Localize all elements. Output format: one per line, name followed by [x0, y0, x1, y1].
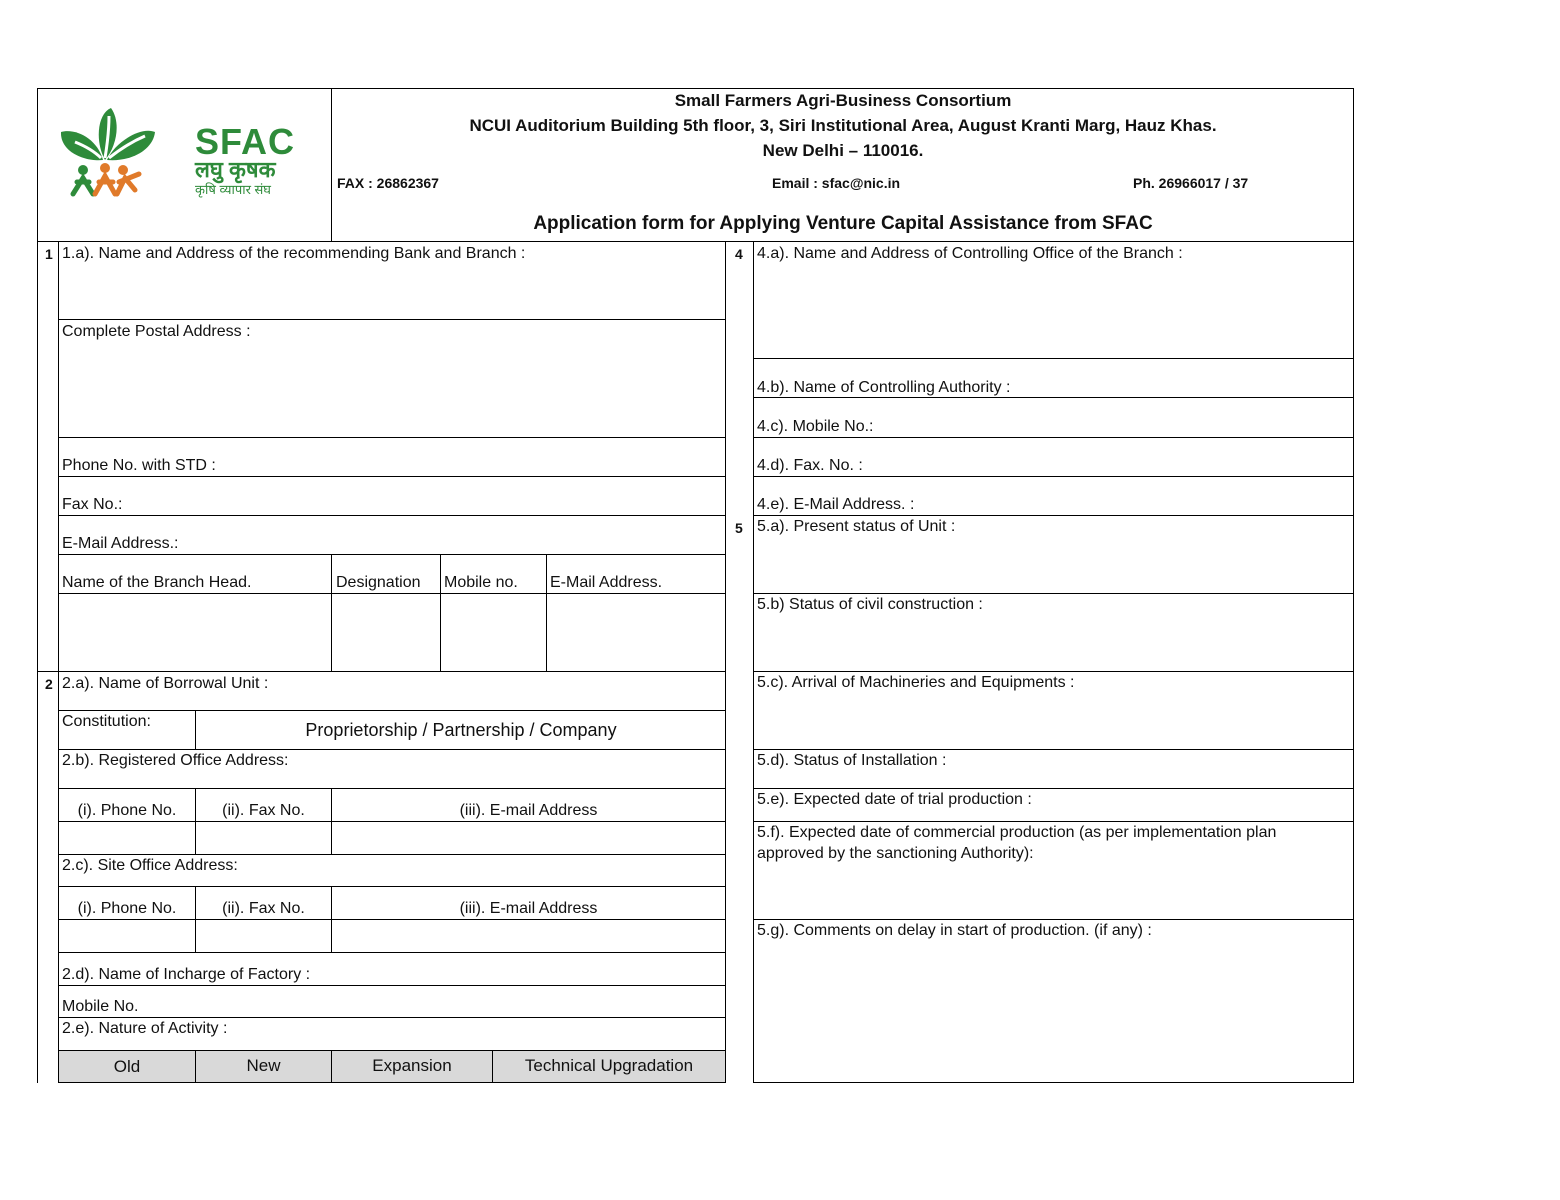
activity-option-old[interactable]: Old [113, 1057, 141, 1076]
postal-address-label: Complete Postal Address : [62, 323, 251, 340]
factory-incharge-label: 2.d). Name of Incharge of Factory : [62, 966, 311, 983]
col-divider [546, 554, 547, 671]
production-delay-field[interactable] [754, 942, 1352, 1081]
site-email-field[interactable] [333, 921, 724, 951]
production-delay-label: 5.g). Comments on delay in start of production. (if any) : [757, 922, 1152, 939]
bank-email-label: E-Mail Address.: [62, 535, 179, 552]
section-2-number: 2 [45, 676, 53, 692]
org-city: New Delhi – 110016. [762, 141, 924, 160]
logo-hindi-line-1: लघु कृषक [195, 157, 276, 182]
present-status-field[interactable] [754, 538, 1352, 593]
reg-email-header: (iii). E-mail Address [459, 802, 598, 819]
site-phone-header: (i). Phone No. [77, 900, 177, 917]
branch-head-mobile-header: Mobile no. [444, 574, 518, 591]
row-divider [58, 854, 726, 855]
controlling-mobile-label: 4.c). Mobile No.: [757, 418, 874, 435]
form-title: Application form for Applying Venture Capital Assistance from SFAC [533, 213, 1153, 234]
row-divider [58, 952, 726, 953]
row-divider [58, 437, 726, 438]
logo-divider [331, 88, 332, 242]
present-status-label: 5.a). Present status of Unit : [757, 518, 956, 535]
row-divider [753, 671, 1354, 672]
col-divider [331, 554, 332, 671]
row-divider [753, 821, 1354, 822]
machinery-arrival-label: 5.c). Arrival of Machineries and Equipments : [757, 674, 1075, 691]
org-address: NCUI Auditorium Building 5th floor, 3, Siri Institutional Area, August Kranti Marg, Hauz Khas. [469, 116, 1217, 135]
trial-production-label: 5.e). Expected date of trial production : [757, 791, 1032, 808]
row-divider [58, 886, 726, 887]
row-divider [58, 985, 726, 986]
row-divider [58, 821, 726, 822]
reg-email-field[interactable] [333, 823, 724, 853]
reg-phone-header: (i). Phone No. [77, 802, 177, 819]
row-divider [753, 476, 1354, 477]
row-divider [753, 593, 1354, 594]
row-divider [58, 919, 726, 920]
reg-fax-header: (ii). Fax No. [222, 802, 305, 819]
right-column-right-border [1353, 241, 1354, 1083]
header-top-border [37, 88, 1354, 89]
constitution-label: Constitution: [62, 713, 151, 730]
row-divider [753, 437, 1354, 438]
controlling-email-label: 4.e). E-Mail Address. : [757, 496, 915, 513]
section-5-number: 5 [735, 520, 743, 536]
installation-status-label: 5.d). Status of Installation : [757, 752, 947, 769]
reg-phone-field[interactable] [59, 823, 194, 853]
row-divider [58, 593, 726, 594]
commercial-production-label-cont: approved by the sanctioning Authority): [757, 845, 1034, 862]
row-divider [58, 1017, 726, 1018]
bank-name-label: 1.a). Name and Address of the recommending Bank and Branch : [62, 245, 526, 262]
machinery-arrival-field[interactable] [754, 694, 1352, 749]
site-email-header: (iii). E-mail Address [459, 900, 598, 917]
branch-head-email-header: E-Mail Address. [550, 574, 663, 591]
col-divider [440, 554, 441, 671]
row-divider [58, 749, 726, 750]
bank-name-field[interactable] [59, 264, 724, 319]
row-divider [753, 358, 1354, 359]
row-divider [58, 554, 726, 555]
reg-fax-field[interactable] [197, 823, 330, 853]
incharge-mobile-label: Mobile No. [62, 998, 139, 1015]
form-left-border [37, 88, 38, 1083]
phone-std-label: Phone No. with STD : [62, 457, 216, 474]
section-2-top-border [37, 671, 726, 672]
row-divider [753, 515, 1354, 516]
controlling-office-label: 4.a). Name and Address of Controlling Office of the Branch : [757, 245, 1183, 262]
bank-fax-label: Fax No.: [62, 496, 123, 513]
row-divider [58, 788, 726, 789]
branch-head-mobile-field[interactable] [442, 595, 545, 670]
row-divider [58, 515, 726, 516]
branch-head-designation-header: Designation [336, 574, 421, 591]
civil-construction-field[interactable] [754, 616, 1352, 671]
row-divider [753, 397, 1354, 398]
row-divider [58, 476, 726, 477]
activity-option-technical-upgradation[interactable]: Technical Upgradation [524, 1056, 694, 1075]
borrowal-unit-label: 2.a). Name of Borrowal Unit : [62, 675, 269, 692]
branch-head-designation-field[interactable] [333, 595, 439, 670]
section-1-number: 1 [45, 246, 53, 262]
postal-address-field[interactable] [59, 342, 724, 437]
header-right-border [1353, 88, 1354, 242]
constitution-options[interactable]: Proprietorship / Partnership / Company [305, 720, 617, 740]
activity-option-expansion[interactable]: Expansion [372, 1056, 452, 1075]
branch-head-name-header: Name of the Branch Head. [62, 574, 252, 591]
nature-of-activity-label: 2.e). Nature of Activity : [62, 1020, 228, 1037]
section-4-number: 4 [735, 246, 743, 262]
row-divider [58, 710, 726, 711]
row-divider [58, 319, 726, 320]
commercial-production-field[interactable] [754, 866, 1352, 918]
org-fax: FAX : 26862367 [337, 175, 439, 191]
site-fax-field[interactable] [197, 921, 330, 951]
sfac-logo [55, 100, 325, 210]
org-phone: Ph. 26966017 / 37 [1133, 175, 1249, 191]
right-column-bottom-border [753, 1082, 1354, 1083]
site-fax-header: (ii). Fax No. [222, 900, 305, 917]
org-name: Small Farmers Agri-Business Consortium [674, 91, 1012, 110]
site-phone-field[interactable] [59, 921, 194, 951]
row-divider [753, 919, 1354, 920]
branch-head-name-field[interactable] [59, 595, 330, 670]
logo-hindi-line-2: कृषि व्यापार संघ [195, 182, 271, 197]
leaf-emblem-icon [55, 102, 155, 202]
civil-construction-label: 5.b) Status of civil construction : [757, 596, 983, 613]
org-email: Email : sfac@nic.in [772, 175, 901, 191]
commercial-production-label: 5.f). Expected date of commercial production (as per implementation plan [757, 824, 1277, 841]
header-bottom-border [37, 241, 1354, 242]
registered-office-label: 2.b). Registered Office Address: [62, 752, 289, 769]
left-column-right-border [725, 241, 726, 1083]
left-column-bottom-border [58, 1082, 726, 1083]
branch-head-email-field[interactable] [548, 595, 724, 670]
controlling-authority-label: 4.b). Name of Controlling Authority : [757, 379, 1011, 396]
site-office-label: 2.c). Site Office Address: [62, 857, 238, 874]
row-divider [753, 749, 1354, 750]
logo-wordmark: SFAC [195, 121, 296, 162]
row-divider [753, 788, 1354, 789]
controlling-fax-label: 4.d). Fax. No. : [757, 457, 863, 474]
controlling-office-field[interactable] [754, 264, 1352, 358]
activity-option-new[interactable]: New [246, 1056, 281, 1075]
